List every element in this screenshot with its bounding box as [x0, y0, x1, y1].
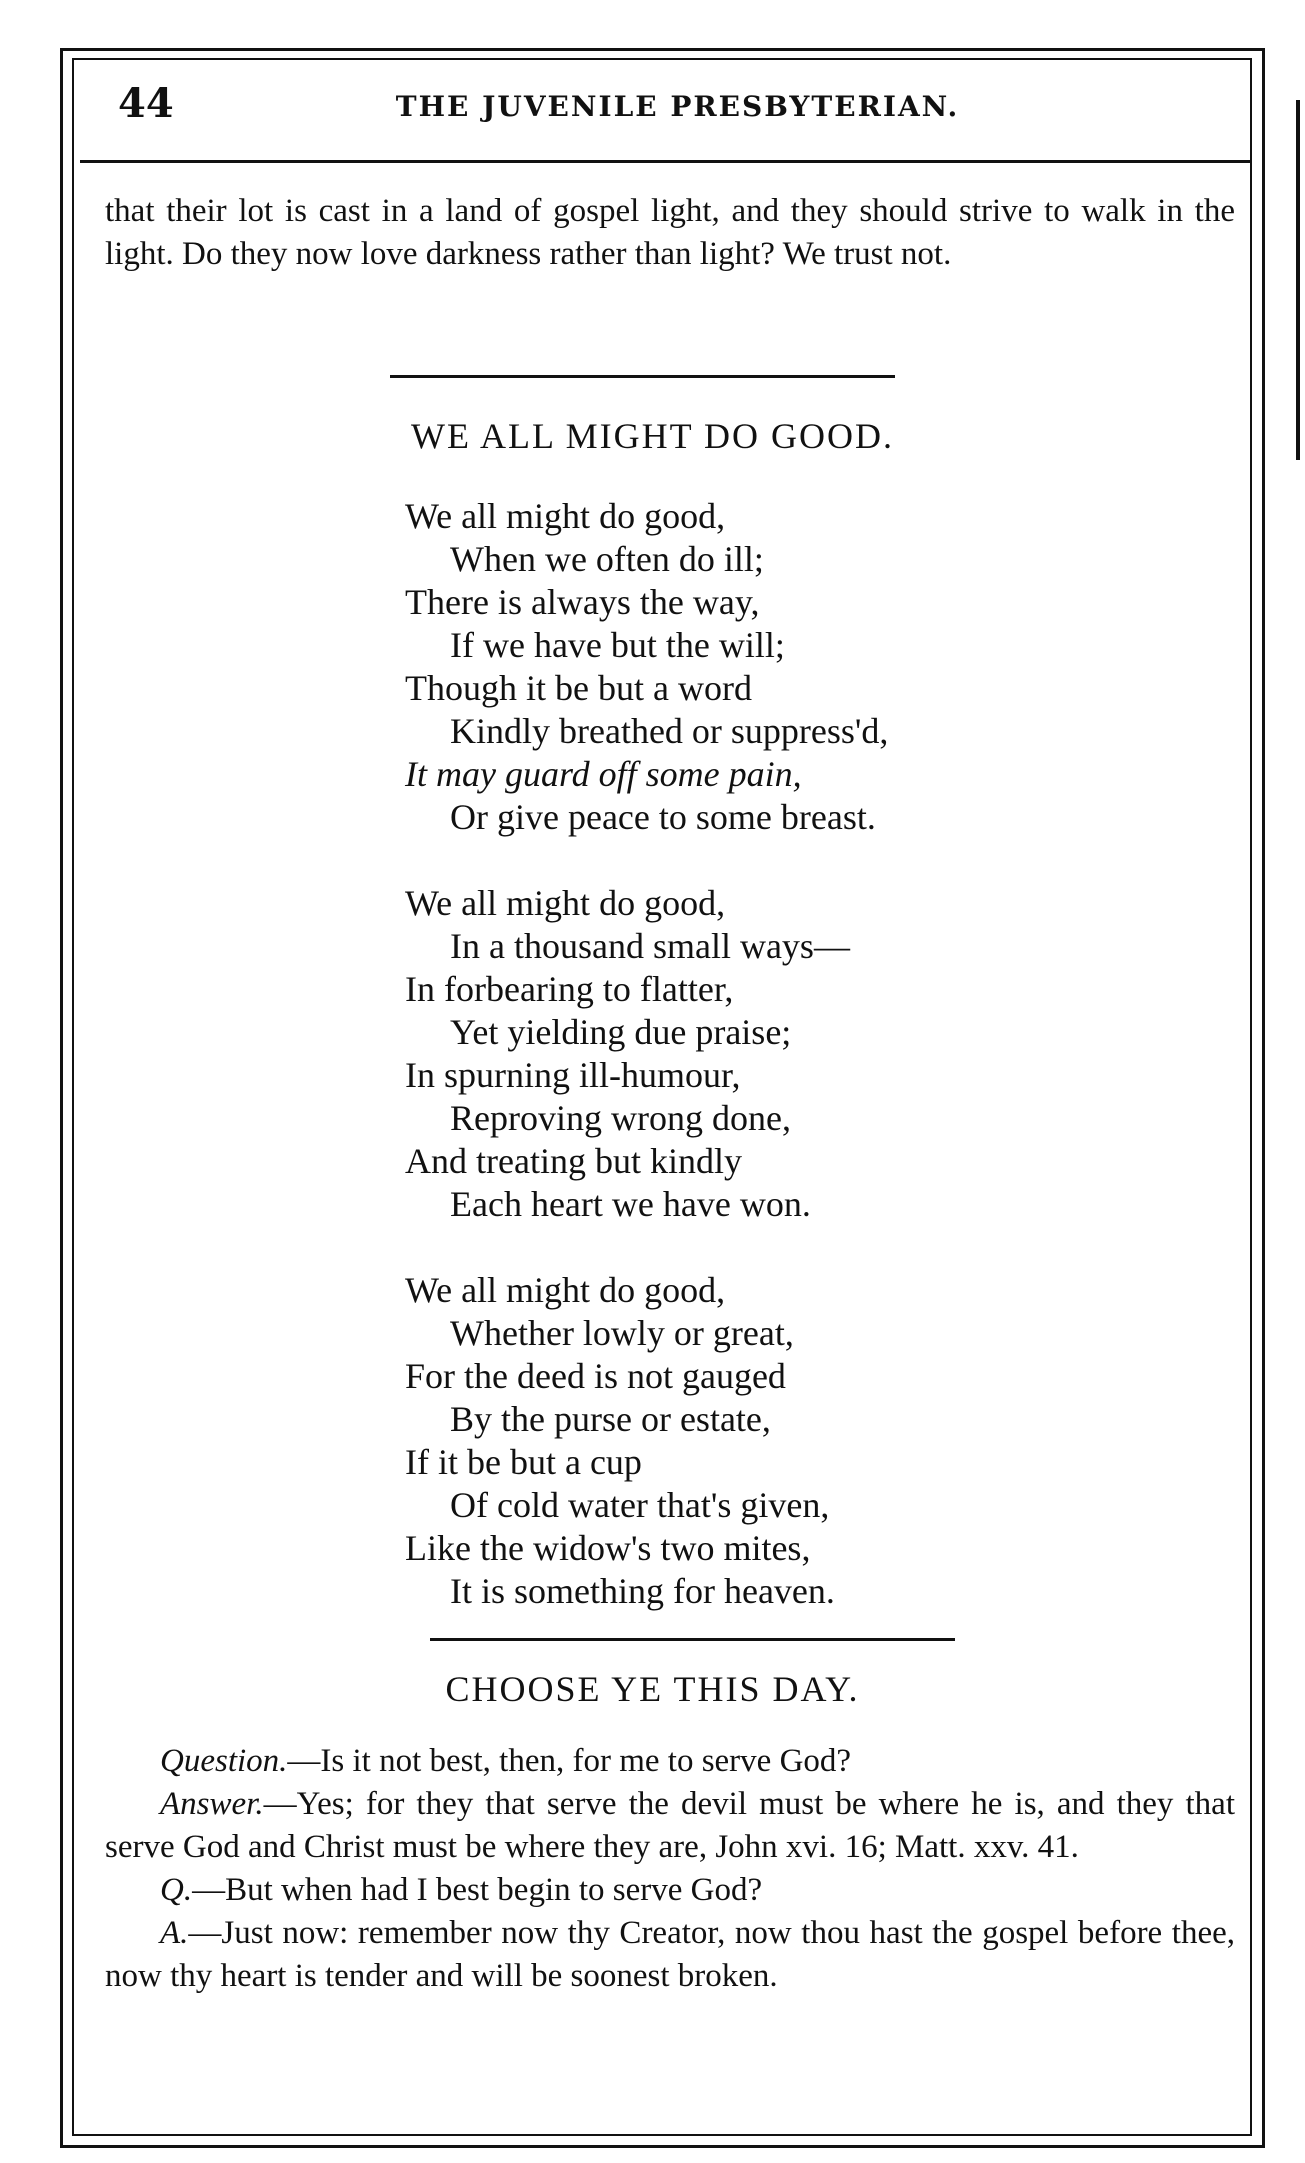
- poem-line: We all might do good,: [405, 883, 726, 923]
- poem-line: Of cold water that's given,: [450, 1485, 830, 1525]
- item-lead: A.: [160, 1915, 189, 1951]
- header-rule: [80, 160, 1250, 163]
- poem-line: Whether lowly or great,: [450, 1313, 794, 1353]
- poem-line: We all might do good,: [405, 496, 726, 536]
- poem-line: Reproving wrong done,: [450, 1098, 791, 1138]
- item-lead: Question.: [160, 1743, 288, 1779]
- catechism-item: [105, 1869, 1235, 1912]
- poem-line: Each heart we have won.: [450, 1184, 811, 1224]
- poem-line: There is always the way,: [405, 582, 760, 622]
- poem-title: WE ALL MIGHT DO GOOD.: [411, 416, 894, 456]
- catechism: [105, 1740, 1235, 1998]
- poem-line: If we have but the will;: [450, 625, 785, 665]
- item-text: —But when had I best begin to serve God?: [192, 1872, 763, 1908]
- poem-line: It is something for heaven.: [450, 1571, 835, 1611]
- item-lead: Q.: [160, 1872, 193, 1908]
- page-header: [110, 80, 1245, 140]
- stanza: [405, 495, 1105, 839]
- poem: [405, 495, 1105, 1656]
- item-lead: Answer.: [160, 1786, 264, 1822]
- poem-line: It may guard off some pain,: [405, 754, 802, 794]
- poem-line: If it be but a cup: [405, 1442, 642, 1482]
- intro-text: that their lot is cast in a land of gospel light, and they should strive to walk in the light. Do they now love darkness rather than light? We trust not.: [105, 193, 1235, 272]
- intro-paragraph: [105, 190, 1235, 276]
- item-text: —Yes; for they that serve the devil must be where he is, and they that serve God and Christ must be where they are, John xvi. 16; Matt. xxv. 41.: [105, 1786, 1235, 1865]
- stanza: [405, 1269, 1105, 1613]
- catechism-item: [105, 1740, 1235, 1783]
- catechism-item: [105, 1783, 1235, 1869]
- margin-rule: [1296, 100, 1300, 460]
- poem-line: Though it be but a word: [405, 668, 752, 708]
- poem-line: In forbearing to flatter,: [405, 969, 734, 1009]
- poem-line: In a thousand small ways—: [450, 926, 850, 966]
- poem-line: And treating but kindly: [405, 1141, 742, 1181]
- catechism-item: [105, 1912, 1235, 1998]
- section-divider: [430, 1638, 955, 1641]
- poem-line: When we often do ill;: [450, 539, 764, 579]
- running-title: THE JUVENILE PRESBYTERIAN.: [395, 90, 960, 123]
- poem-line: Or give peace to some breast.: [450, 797, 876, 837]
- poem-line: By the purse or estate,: [450, 1399, 771, 1439]
- poem-line: Yet yielding due praise;: [450, 1012, 792, 1052]
- item-text: —Just now: remember now thy Creator, now thou hast the gospel before thee, now thy heart is tender and will be soonest broken.: [105, 1915, 1235, 1994]
- poem-line: We all might do good,: [405, 1270, 726, 1310]
- catechism-title: CHOOSE YE THIS DAY.: [445, 1669, 860, 1709]
- page-number: 44: [118, 80, 174, 127]
- poem-line: For the deed is not gauged: [405, 1356, 786, 1396]
- poem-line: In spurning ill-humour,: [405, 1055, 741, 1095]
- stanza: [405, 882, 1105, 1226]
- item-text: —Is it not best, then, for me to serve God?: [287, 1743, 852, 1779]
- poem-line: Like the widow's two mites,: [405, 1528, 811, 1568]
- section-divider: [390, 375, 895, 378]
- poem-line: Kindly breathed or suppress'd,: [450, 711, 889, 751]
